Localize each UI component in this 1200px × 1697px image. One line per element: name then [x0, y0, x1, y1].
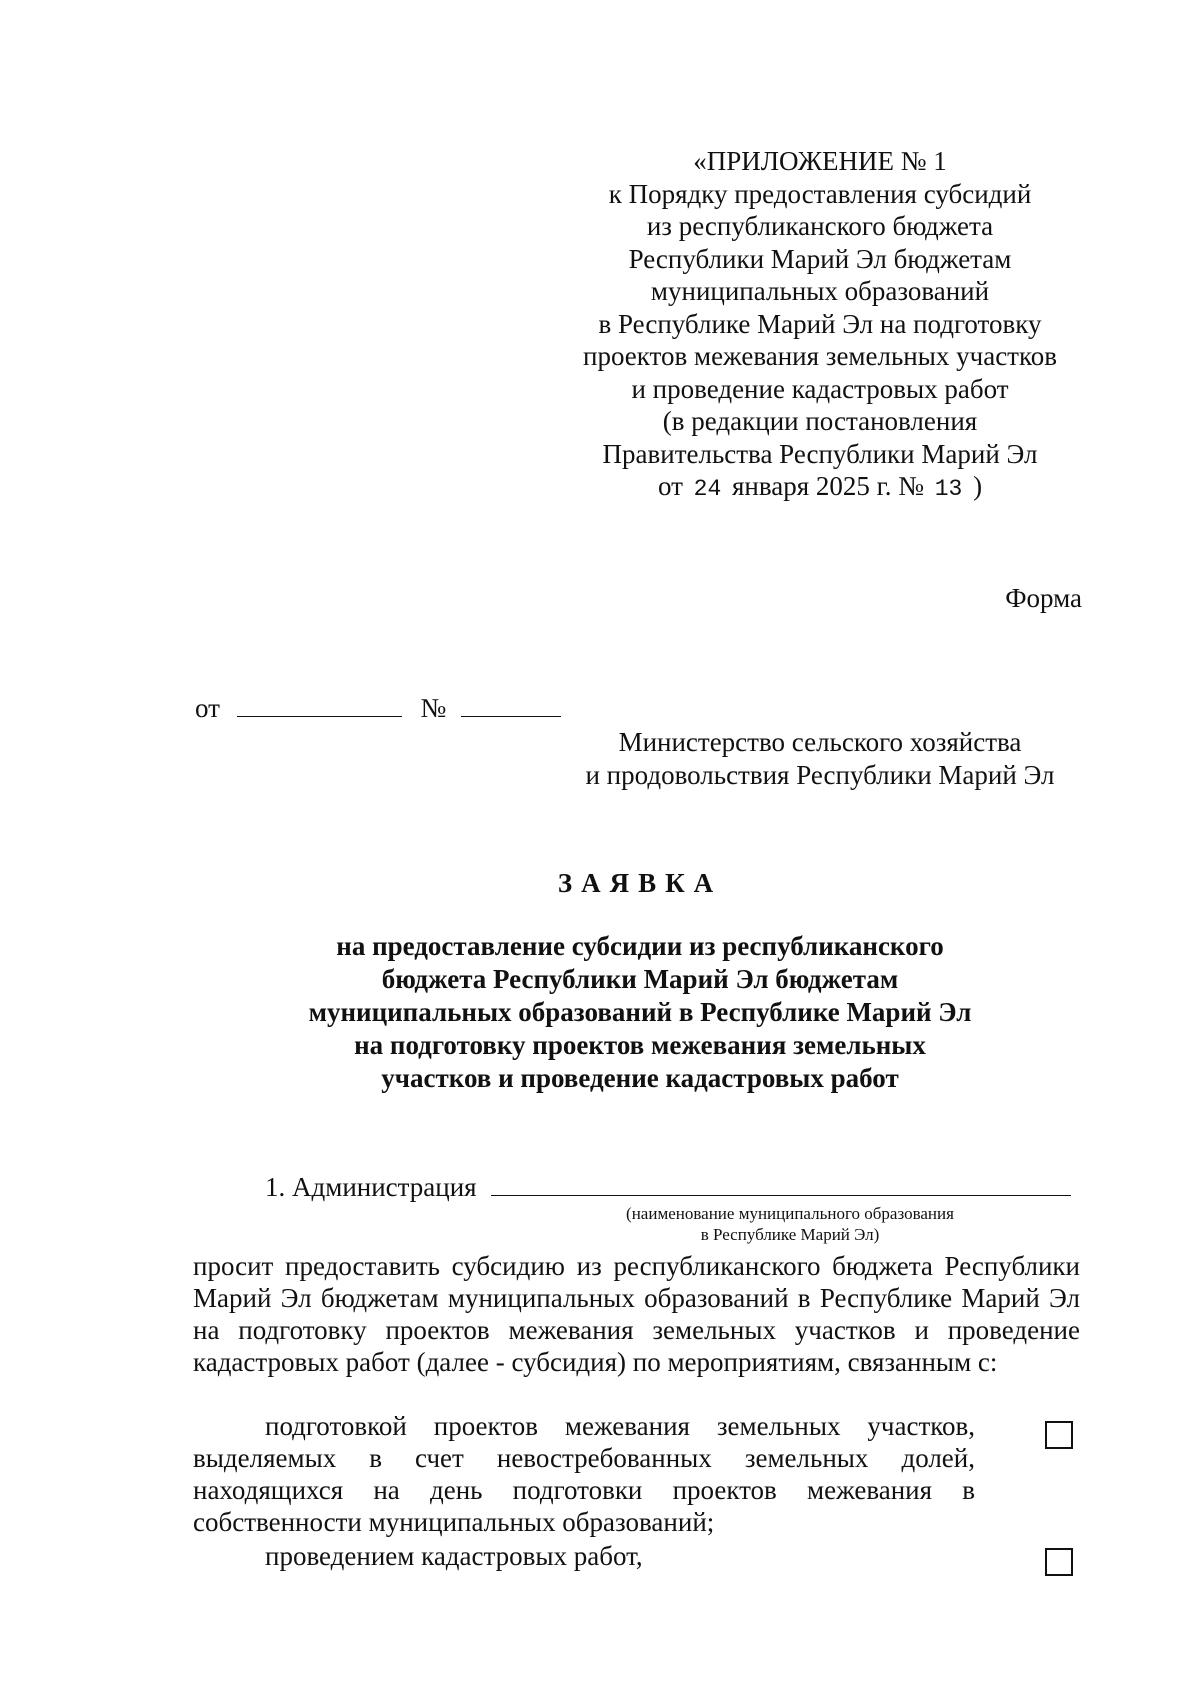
appendix-line: Республики Марий Эл бюджетам: [628, 243, 1012, 274]
date-text: января 2025 г. №: [732, 471, 924, 501]
close-paren: ): [973, 471, 983, 501]
subtitle-line: на подготовку проектов межевания земельных: [354, 1030, 926, 1060]
addressee-line: и продовольствия Республики Марий Эл: [585, 760, 1055, 790]
appendix-line: (в редакции постановления: [662, 406, 978, 436]
appendix-line: Правительства Республики Марий Эл: [602, 438, 1038, 469]
subtitle-line: участков и проведение кадастровых работ: [381, 1063, 899, 1093]
hint-line: в Республике Марий Эл): [700, 1225, 880, 1244]
document-subtitle: [230, 930, 1050, 1095]
subtitle-line: бюджета Республики Марий Эл бюджетам: [381, 964, 899, 994]
addressee-block: [560, 726, 1080, 792]
appendix-line: муниципальных образований: [650, 276, 990, 306]
measure-item-land-survey: подготовкой проектов межевания земельных участков, выделяемых в счет невостребованных земельных долей, находящихся на день подготовки проектов межевания в собственности муниципальных образований;: [193, 1411, 975, 1537]
appendix-line: и проведение кадастровых работ: [631, 373, 1009, 404]
hint-line: (наименование муниципального образования: [626, 1204, 954, 1223]
checkbox-cadastral-works[interactable]: [1045, 1548, 1073, 1576]
appendix-line: проектов межевания земельных участков: [583, 341, 1057, 371]
appendix-line: «ПРИЛОЖЕНИЕ № 1: [693, 146, 947, 176]
form-label: Форма: [1005, 583, 1082, 613]
appendix-date-line: [560, 470, 1080, 506]
administration-row: [265, 1172, 1071, 1203]
date-blank-field[interactable]: [237, 694, 402, 717]
number-blank-field[interactable]: [461, 694, 561, 717]
date-prefix: от: [657, 471, 683, 501]
municipality-field-hint: [580, 1203, 1000, 1245]
document-title: ЗАЯВКА: [557, 868, 723, 898]
measure-item-cadastral-works: проведением кадастровых работ,: [265, 1541, 643, 1571]
appendix-header: [560, 145, 1080, 506]
addressee-line: Министерство сельского хозяйства: [618, 727, 1022, 757]
appendix-line: к Порядку предоставления субсидий: [608, 178, 1032, 209]
appendix-line: в Республике Марий Эл на подготовку: [598, 308, 1042, 339]
administration-label: 1. Администрация: [265, 1172, 477, 1202]
request-paragraph: просит предоставить субсидию из республиканского бюджета Республики Марий Эл бюджетам муниципальных образований в Республике Марий Эл на подготовку проектов межевания земельных участков и проведение кадастровых работ (далее - субсидия) по мероприятиям, связанным с:: [193, 1251, 1080, 1377]
from-date-label: от: [195, 693, 220, 723]
subtitle-line: муниципальных образований в Республике Марий Эл: [308, 997, 972, 1027]
subtitle-line: на предоставление субсидии из республиканского: [336, 931, 944, 961]
appendix-line: из республиканского бюджета: [646, 211, 994, 241]
number-label: №: [420, 693, 447, 723]
checkbox-land-survey[interactable]: [1045, 1421, 1073, 1449]
document-number: 13: [934, 476, 963, 502]
outgoing-reference-row: [195, 693, 561, 724]
date-day: 24: [693, 476, 722, 502]
municipality-name-field[interactable]: [491, 1173, 1071, 1196]
